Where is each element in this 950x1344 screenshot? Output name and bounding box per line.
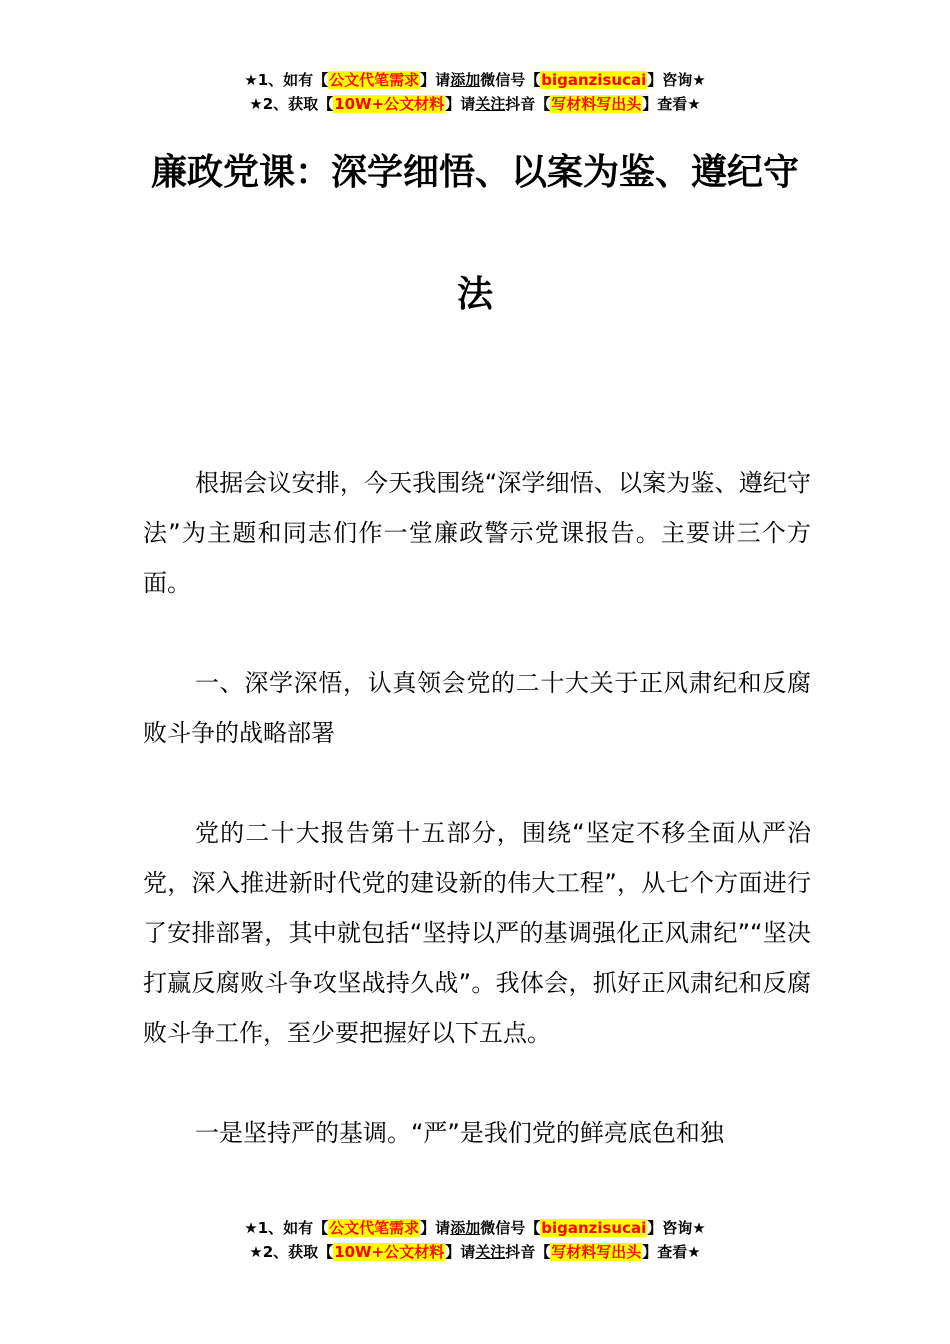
banner-text: 】请 (420, 1219, 451, 1237)
document-title-line-2: 法 (456, 274, 493, 315)
banner-line-2 (0, 92, 950, 116)
banner-highlight: biganzisucai (541, 71, 647, 89)
banner-highlight: 10W+公文材料 (334, 1243, 445, 1261)
banner-text: 微信号【 (480, 71, 541, 89)
banner-text: 】咨询★ (647, 1219, 706, 1237)
banner-text: 抖音【 (505, 95, 551, 113)
banner-underlined: 关注 (475, 1243, 506, 1261)
banner-underlined: 添加 (450, 71, 481, 89)
banner-text: 】查看★ (642, 95, 701, 113)
banner-line-2 (0, 1240, 950, 1264)
document-body (143, 458, 811, 1208)
banner-text: 】请 (420, 71, 451, 89)
top-banner (0, 68, 950, 116)
banner-highlight: 公文代笔需求 (329, 71, 420, 89)
banner-line-1 (0, 68, 950, 92)
banner-underlined: 添加 (450, 1219, 481, 1237)
bottom-banner (0, 1216, 950, 1264)
banner-highlight: 写材料写出头 (551, 95, 642, 113)
paragraph-intro: 根据会议安排，今天我围绕“深学细悟、以案为鉴、遵纪守法”为主题和同志们作一堂廉政警示党课报告。主要讲三个方面。 (143, 469, 811, 597)
banner-highlight: 写材料写出头 (551, 1243, 642, 1261)
document-title-line-1: 廉政党课：深学细悟、以案为鉴、遵纪守 (150, 152, 799, 193)
banner-text: 】请 (445, 95, 476, 113)
banner-text: ★2、获取【 (249, 95, 334, 113)
banner-text: 】咨询★ (647, 71, 706, 89)
banner-line-1 (0, 1216, 950, 1240)
banner-highlight: 公文代笔需求 (329, 1219, 420, 1237)
banner-text: ★2、获取【 (249, 1243, 334, 1261)
banner-text: 抖音【 (505, 1243, 551, 1261)
banner-highlight: biganzisucai (541, 1219, 647, 1237)
banner-text: ★1、如有【 (244, 1219, 329, 1237)
banner-text: 】请 (445, 1243, 476, 1261)
section-heading-1: 一、深学深悟，认真领会党的二十大关于正风肃纪和反腐败斗争的战略部署 (143, 669, 811, 747)
banner-text: 】查看★ (642, 1243, 701, 1261)
banner-text: ★1、如有【 (244, 71, 329, 89)
banner-underlined: 关注 (475, 95, 506, 113)
paragraph-report: 党的二十大报告第十五部分，围绕“坚定不移全面从严治党，深入推进新时代党的建设新的伟大工程”，从七个方面进行了安排部署，其中就包括“坚持以严的基调强化正风肃纪”“坚决打赢反腐败斗争攻坚战持久战”。我体会，抓好正风肃纪和反腐败斗争工作，至少要把握好以下五点。 (143, 819, 811, 1047)
banner-highlight: 10W+公文材料 (334, 95, 445, 113)
banner-text: 微信号【 (480, 1219, 541, 1237)
paragraph-point-1: 一是坚持严的基调。“严”是我们党的鲜亮底色和独 (195, 1119, 724, 1147)
